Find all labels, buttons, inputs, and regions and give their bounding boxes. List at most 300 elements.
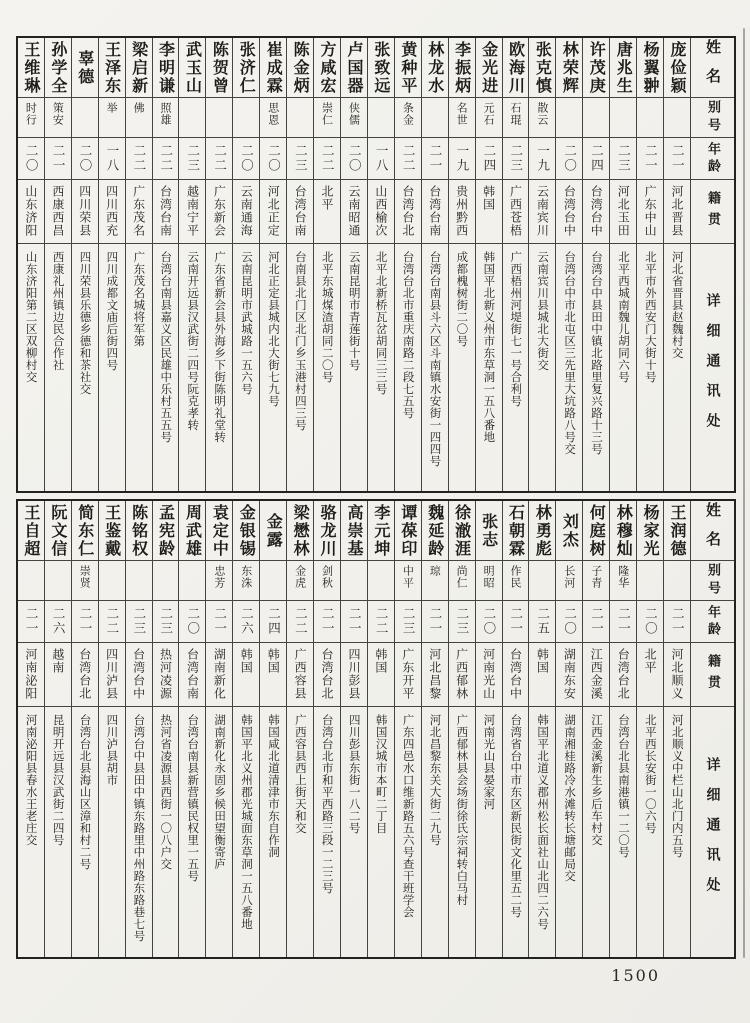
person-name: 王润德: [668, 503, 688, 558]
person-age: 二一: [320, 607, 336, 636]
person-name: 高崇基: [344, 503, 364, 558]
person-name-cell: [314, 38, 340, 98]
person-alias: 子青: [589, 565, 603, 589]
person-alias: 琼: [428, 565, 442, 577]
person-column: [313, 38, 340, 491]
header-address: [691, 244, 734, 491]
person-address: 河南光山县晏家河: [482, 714, 497, 810]
person-alias-cell: [126, 98, 152, 138]
person-column: [286, 38, 313, 491]
person-age: 二一: [670, 144, 686, 173]
person-age: 二二: [293, 607, 309, 636]
person-age: 二〇: [185, 607, 201, 636]
header-name: [691, 501, 734, 561]
person-origin: 台湾台北: [616, 648, 631, 700]
person-age-cell: [395, 601, 421, 643]
person-origin: 韩国: [535, 648, 550, 674]
person-age: 二四: [266, 607, 282, 636]
page-scan-edge-line: [743, 28, 745, 958]
person-address: 四川成都文庙后街四号: [105, 251, 120, 371]
person-origin: 山西榆次: [373, 185, 388, 237]
person-age: 二一: [427, 607, 443, 636]
person-address: 四川彭县东街一八二号: [347, 714, 362, 834]
table-header-column: [690, 501, 734, 957]
person-age-cell: [422, 138, 448, 180]
person-age: 二二: [104, 607, 120, 636]
person-origin: 河南泌阳: [23, 648, 38, 700]
person-address-cell: [637, 707, 663, 957]
person-alias: 长河: [562, 565, 576, 589]
person-origin-cell: [126, 180, 152, 244]
person-name-cell: [476, 501, 502, 561]
person-origin-cell: [18, 180, 44, 244]
person-name: 欧海川: [506, 40, 526, 95]
person-alias-cell: [476, 98, 502, 138]
person-origin-cell: [422, 643, 448, 707]
person-alias-cell: [206, 98, 232, 138]
person-name-cell: [153, 38, 179, 98]
person-name: 林荣辉: [560, 40, 580, 95]
person-column: [232, 38, 259, 491]
person-address-cell: [99, 707, 125, 957]
header-alias-label: 别号: [705, 562, 720, 599]
person-origin: 河北顺义: [670, 648, 685, 700]
person-name-cell: [72, 501, 98, 561]
person-origin: 台湾台北: [320, 648, 335, 700]
person-origin-cell: [153, 180, 179, 244]
person-name: 石朝霖: [506, 503, 526, 558]
person-alias: 忠芳: [212, 565, 226, 589]
person-origin-cell: [341, 643, 367, 707]
person-column: [528, 501, 555, 957]
header-alias: [691, 98, 734, 138]
person-age-cell: [153, 138, 179, 180]
table-header-column: [690, 38, 734, 491]
person-address: 台湾省台中市东区新民街文化里五二号: [509, 714, 524, 918]
person-origin-cell: [664, 643, 690, 707]
person-address-cell: [72, 244, 98, 491]
person-address-cell: [314, 707, 340, 957]
person-column: [232, 501, 259, 957]
person-alias-cell: [287, 561, 313, 601]
person-column: [367, 38, 394, 491]
person-alias-cell: [260, 561, 286, 601]
person-address-cell: [341, 244, 367, 491]
person-address: 韩国平北道义郡州松长面社山北四二六号: [536, 714, 551, 930]
person-name: 金银锡: [237, 503, 257, 558]
person-alias: 条金: [401, 102, 415, 126]
person-origin-cell: [72, 180, 98, 244]
person-alias: 尚仁: [455, 565, 469, 589]
person-age-cell: [368, 601, 394, 643]
person-age-cell: [18, 138, 44, 180]
person-address-cell: [314, 244, 340, 491]
person-address: 台湾台北市和平西路三段一二三号: [320, 714, 335, 894]
person-address-cell: [206, 707, 232, 957]
person-column: [152, 38, 179, 491]
person-address-cell: [583, 707, 609, 957]
person-column: [178, 38, 205, 491]
person-name: 陈金炳: [291, 40, 311, 95]
person-name: 武玉山: [183, 40, 203, 95]
person-name-cell: [583, 501, 609, 561]
person-address: 北平市外西安门大街十号: [643, 251, 658, 383]
person-origin: 韩国: [481, 185, 496, 211]
person-address-cell: [153, 244, 179, 491]
person-origin: 韩国: [239, 648, 254, 674]
person-address: 广东茂名城将军第: [132, 251, 147, 347]
person-age: 二一: [670, 607, 686, 636]
person-name: 林龙水: [425, 40, 445, 95]
person-address: 湖南湘桂路冷水滩转长塘邮局交: [563, 714, 578, 882]
person-name-cell: [422, 38, 448, 98]
person-age-cell: [422, 601, 448, 643]
person-age-cell: [556, 138, 582, 180]
person-column: [259, 38, 286, 491]
person-name: 辜德: [75, 49, 95, 86]
person-age: 一九: [535, 144, 551, 173]
person-name-cell: [233, 38, 259, 98]
person-name-cell: [179, 501, 205, 561]
person-name-cell: [206, 501, 232, 561]
person-age: 二三: [616, 144, 632, 173]
person-age-cell: [99, 601, 125, 643]
person-column: [178, 501, 205, 957]
directory-table-bottom: [16, 499, 736, 959]
person-origin-cell: [314, 180, 340, 244]
person-origin-cell: [45, 180, 71, 244]
person-address: 云南昆明市青莲街十号: [347, 251, 362, 371]
person-age-cell: [583, 138, 609, 180]
person-name: 陈贺曾: [210, 40, 230, 95]
person-age-cell: [99, 138, 125, 180]
person-name: 梁懋林: [291, 503, 311, 558]
person-age-cell: [529, 138, 555, 180]
person-alias-cell: [233, 561, 259, 601]
person-address: 台湾台北县南港镇一二〇号: [616, 714, 631, 858]
person-address: 四川荣县乐德乡德和茶社交: [78, 251, 93, 395]
person-age-cell: [179, 601, 205, 643]
person-alias: 名世: [455, 102, 469, 126]
person-origin: 韩国: [373, 648, 388, 674]
person-alias: 作民: [509, 565, 522, 589]
person-name: 庞俭颖: [668, 40, 688, 95]
person-origin-cell: [556, 180, 582, 244]
person-origin-cell: [610, 643, 636, 707]
person-address: 台湾台北县海山区漳和村二号: [78, 714, 93, 870]
person-column: [125, 38, 152, 491]
person-address: 河北顺义中栏山北门内五号: [670, 714, 685, 858]
header-age-label: 年龄: [705, 141, 720, 176]
person-age: 二三: [508, 144, 524, 173]
person-name: 林勇彪: [533, 503, 553, 558]
header-address-label: 详细通讯处: [704, 757, 721, 907]
person-address-cell: [260, 244, 286, 491]
person-address-cell: [476, 707, 502, 957]
person-name: 黄种平: [398, 40, 418, 95]
person-origin-cell: [179, 643, 205, 707]
person-address-cell: [341, 707, 367, 957]
person-age-cell: [233, 601, 259, 643]
person-origin-cell: [287, 180, 313, 244]
person-address-cell: [18, 244, 44, 491]
person-origin-cell: [583, 180, 609, 244]
person-address: 广西容县西上街天和交: [293, 714, 308, 834]
person-origin: 台湾台南: [427, 185, 442, 237]
person-age: 二一: [508, 607, 524, 636]
person-address: 西康礼州镇边民合作社: [51, 251, 66, 371]
person-age-cell: [637, 601, 663, 643]
person-column: [609, 501, 636, 957]
person-alias: 剑秋: [320, 565, 334, 589]
person-name-cell: [395, 501, 421, 561]
person-name-cell: [503, 38, 529, 98]
person-column: [502, 501, 529, 957]
person-origin: 越南宁平: [185, 185, 200, 237]
person-address: 韩国平北义州郡光城面东草洞一五八番地: [240, 714, 255, 930]
person-address-cell: [610, 244, 636, 491]
person-address-cell: [287, 707, 313, 957]
person-name: 孙学全: [48, 40, 68, 95]
person-age-cell: [449, 601, 475, 643]
person-origin: 韩国: [266, 648, 281, 674]
person-origin-cell: [99, 643, 125, 707]
person-column: [475, 38, 502, 491]
person-name-cell: [179, 38, 205, 98]
person-age-cell: [556, 601, 582, 643]
person-age: 二二: [131, 144, 147, 173]
person-age-cell: [206, 138, 232, 180]
person-origin: 云南昭通: [346, 185, 361, 237]
person-age-cell: [287, 601, 313, 643]
person-alias-cell: [529, 98, 555, 138]
person-column: [528, 38, 555, 491]
person-origin-cell: [556, 643, 582, 707]
person-alias-cell: [529, 561, 555, 601]
person-origin-cell: [610, 180, 636, 244]
person-origin-cell: [529, 180, 555, 244]
person-address: 昆明开远县汉武街二四号: [51, 714, 66, 846]
person-alias-cell: [368, 98, 394, 138]
person-origin-cell: [45, 643, 71, 707]
person-column: [340, 501, 367, 957]
person-alias-cell: [637, 561, 663, 601]
person-name-cell: [556, 38, 582, 98]
person-alias-cell: [72, 561, 98, 601]
person-column: [636, 501, 663, 957]
person-address-cell: [503, 707, 529, 957]
person-origin: 山东济阳: [23, 185, 38, 237]
person-origin: 越南: [50, 648, 65, 674]
person-name: 骆龙川: [318, 503, 338, 558]
person-age: 一八: [374, 144, 390, 173]
person-address-cell: [260, 707, 286, 957]
person-column: [555, 38, 582, 491]
person-origin: 广东开平: [400, 648, 415, 700]
person-age-cell: [476, 138, 502, 180]
person-alias-cell: [476, 561, 502, 601]
person-age: 二一: [643, 144, 659, 173]
person-alias-cell: [395, 98, 421, 138]
person-age-cell: [610, 138, 636, 180]
person-alias-cell: [260, 98, 286, 138]
person-alias-cell: [314, 98, 340, 138]
person-alias-cell: [206, 561, 232, 601]
person-name: 李元坤: [371, 503, 391, 558]
person-alias-cell: [583, 98, 609, 138]
person-alias-cell: [72, 98, 98, 138]
header-origin: [691, 180, 734, 244]
person-age-cell: [449, 138, 475, 180]
person-origin-cell: [314, 643, 340, 707]
person-age: 二六: [239, 607, 255, 636]
person-age: 二〇: [266, 144, 282, 173]
person-age: 二三: [454, 607, 470, 636]
person-address: 广西郁林县会场街徐氏宗祠转白马村: [455, 714, 470, 906]
person-address: 广东省新会县外海乡下街陈明礼堂转: [213, 251, 228, 443]
person-age: 二〇: [24, 144, 40, 173]
person-column: [582, 501, 609, 957]
person-age: 二三: [293, 144, 309, 173]
person-column: [609, 38, 636, 491]
person-column: [44, 501, 71, 957]
person-origin: 台湾台南: [185, 648, 200, 700]
person-name-cell: [233, 501, 259, 561]
person-address-cell: [18, 707, 44, 957]
person-origin: 河北正定: [266, 185, 281, 237]
person-column: [286, 501, 313, 957]
person-origin: 热河凌源: [158, 648, 173, 700]
person-column: [205, 501, 232, 957]
person-name-cell: [610, 501, 636, 561]
person-origin-cell: [637, 643, 663, 707]
person-alias-cell: [368, 561, 394, 601]
person-name: 何庭树: [587, 503, 607, 558]
person-address: 湖南新化永固乡候田望衡寄庐: [213, 714, 228, 870]
person-column: [555, 501, 582, 957]
person-origin-cell: [368, 180, 394, 244]
person-address: 韩国平北新义州市东草洞一五八番地: [482, 251, 497, 443]
person-column: [582, 38, 609, 491]
person-alias-cell: [153, 561, 179, 601]
person-alias: 散云: [535, 102, 549, 126]
person-age-cell: [664, 138, 690, 180]
person-name: 王泽东: [102, 40, 122, 95]
person-column: [663, 501, 690, 957]
person-age: 二一: [51, 144, 67, 173]
person-age-cell: [314, 601, 340, 643]
person-name: 谭葆印: [398, 503, 418, 558]
person-age-cell: [664, 601, 690, 643]
person-name: 林穆灿: [614, 503, 634, 558]
person-age-cell: [45, 138, 71, 180]
person-name-cell: [449, 38, 475, 98]
person-address-cell: [449, 244, 475, 491]
header-name-label: 姓名: [704, 38, 722, 97]
person-alias-cell: [179, 98, 205, 138]
header-origin-label: 籍贯: [705, 653, 720, 696]
person-address-cell: [529, 244, 555, 491]
person-age: 二三: [185, 144, 201, 173]
person-origin: 河北昌黎: [427, 648, 442, 700]
person-alias-cell: [503, 561, 529, 601]
person-alias: 石琨: [509, 102, 522, 126]
person-alias-cell: [341, 561, 367, 601]
header-origin-label: 籍贯: [705, 190, 720, 233]
person-origin: 台湾台南: [293, 185, 308, 237]
person-address: 台湾台中县田中镇北路里复兴路十三号: [590, 251, 605, 455]
person-alias-cell: [341, 98, 367, 138]
person-address-cell: [368, 244, 394, 491]
person-column: [259, 501, 286, 957]
person-age-cell: [153, 601, 179, 643]
person-age-cell: [18, 601, 44, 643]
person-alias-cell: [583, 561, 609, 601]
person-age: 二〇: [347, 144, 363, 173]
person-address: 云南昆明市武城路一五六号: [240, 251, 255, 395]
person-origin-cell: [503, 643, 529, 707]
person-origin-cell: [206, 180, 232, 244]
person-alias-cell: [422, 98, 448, 138]
person-name: 卢国器: [344, 40, 364, 95]
person-name-cell: [529, 501, 555, 561]
person-name: 王自超: [21, 503, 41, 558]
person-origin: 台湾台北: [77, 648, 92, 700]
person-age-cell: [233, 138, 259, 180]
person-age: 二一: [78, 607, 93, 636]
person-address: 云南宾川县城北大街交: [536, 251, 551, 371]
person-alias: 策安: [51, 102, 65, 126]
person-age: 二三: [158, 607, 174, 636]
person-column: [44, 38, 71, 491]
person-name-cell: [287, 38, 313, 98]
person-address: 河北省晋县赵魏村交: [670, 251, 685, 359]
person-column: [394, 38, 421, 491]
person-origin-cell: [153, 643, 179, 707]
header-name: [691, 38, 734, 98]
person-address-cell: [153, 707, 179, 957]
person-address-cell: [503, 244, 529, 491]
person-address: 广西梧州河堤街七一号合利号: [509, 251, 524, 407]
person-alias-cell: [449, 561, 475, 601]
person-column: [152, 501, 179, 957]
person-origin: 四川彭县: [346, 648, 361, 700]
person-address: 台湾台南县嘉义区民雄中乐村五五号: [159, 251, 174, 443]
person-address: 台湾台中县田中镇东路里中州路东路巷七号: [132, 714, 147, 942]
person-alias: 思恩: [266, 102, 280, 126]
person-address: 台湾台北市重庆南路二段七五号: [401, 251, 416, 419]
person-name-cell: [637, 501, 663, 561]
person-column: [421, 38, 448, 491]
person-age: 二一: [589, 607, 605, 636]
person-address: 北平西城南魏儿胡同六号: [616, 251, 631, 383]
person-origin-cell: [476, 643, 502, 707]
person-address-cell: [664, 244, 690, 491]
person-origin-cell: [449, 180, 475, 244]
person-name: 杨翼翀: [641, 40, 661, 95]
person-alias-cell: [395, 561, 421, 601]
person-origin: 北平: [643, 648, 658, 674]
page-number: 1500: [611, 966, 660, 985]
person-name: 陈铭权: [129, 503, 149, 558]
person-name-cell: [287, 501, 313, 561]
person-origin-cell: [179, 180, 205, 244]
person-origin-cell: [395, 180, 421, 244]
person-column: [125, 501, 152, 957]
person-address: 北平东城煤渣胡同二〇号: [320, 251, 335, 383]
person-origin: 台湾台南: [158, 185, 173, 237]
person-age: 二〇: [562, 607, 578, 636]
